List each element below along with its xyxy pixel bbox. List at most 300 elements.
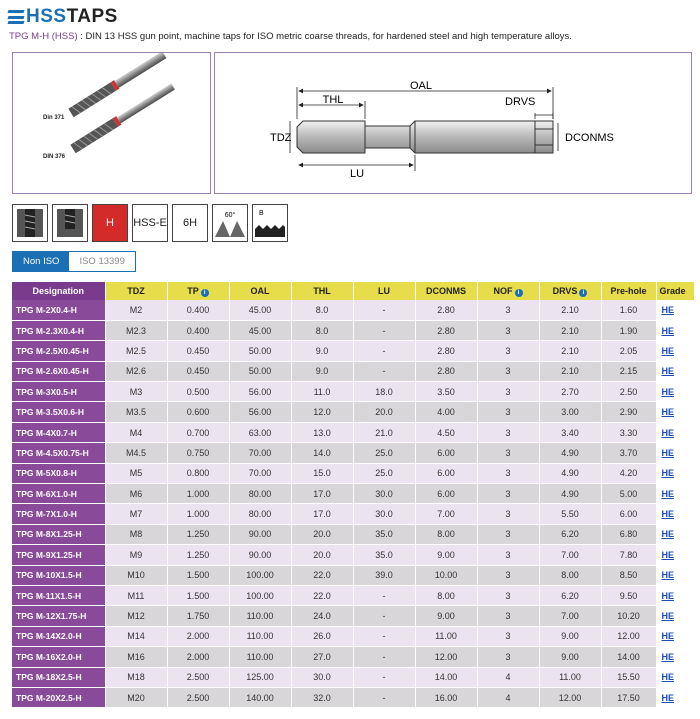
table-cell: 27.0 — [291, 647, 353, 667]
table-cell: M9 — [105, 545, 167, 565]
table-cell: 1.500 — [167, 585, 229, 605]
table-cell: 12.00 — [601, 626, 656, 646]
grade-link[interactable]: HE — [661, 488, 675, 499]
table-cell: 0.700 — [167, 422, 229, 442]
table-cell: - — [353, 320, 415, 340]
oal-label: OAL — [409, 80, 433, 92]
coating-icon — [252, 204, 288, 242]
table-cell: 6.00 — [415, 443, 477, 463]
designation-cell: TPG M-4.5X0.75-H — [12, 443, 105, 463]
designation-cell: TPG M-10X1.5-H — [12, 565, 105, 585]
info-icon[interactable]: i — [579, 289, 587, 297]
grade-link[interactable]: HE — [661, 345, 675, 356]
table-cell: 90.00 — [229, 524, 291, 544]
grade-cell — [656, 647, 694, 667]
table-cell: 6.00 — [415, 463, 477, 483]
table-cell: M5 — [105, 463, 167, 483]
thl-label: THL — [322, 94, 344, 106]
table-cell: 2.10 — [539, 320, 601, 340]
table-cell: 22.0 — [291, 585, 353, 605]
table-row — [12, 463, 694, 483]
table-cell: 0.450 — [167, 361, 229, 381]
table-cell: 7.00 — [415, 504, 477, 524]
table-cell: 3.30 — [601, 422, 656, 442]
table-cell: 30.0 — [353, 484, 415, 504]
table-cell: M11 — [105, 585, 167, 605]
designation-cell: TPG M-3X0.5-H — [12, 382, 105, 402]
table-cell: 3.70 — [601, 443, 656, 463]
table-cell: 2.000 — [167, 647, 229, 667]
table-cell: M8 — [105, 524, 167, 544]
grade-link[interactable]: HE — [661, 325, 675, 336]
table-cell: 3 — [477, 545, 539, 565]
table-row — [12, 484, 694, 504]
table-cell: 9.0 — [291, 361, 353, 381]
table-cell: - — [353, 585, 415, 605]
table-cell: 9.00 — [539, 626, 601, 646]
table-cell: 1.250 — [167, 524, 229, 544]
table-cell: 0.500 — [167, 382, 229, 402]
grade-link[interactable]: HE — [661, 692, 675, 703]
header-lu: LU — [353, 282, 415, 300]
table-cell: 8.50 — [601, 565, 656, 585]
hss-e-icon: HSS-E — [132, 204, 168, 242]
grade-cell — [656, 626, 694, 646]
grade-link[interactable]: HE — [661, 529, 675, 540]
table-row — [12, 341, 694, 361]
table-cell: 3 — [477, 504, 539, 524]
table-cell: M4.5 — [105, 443, 167, 463]
grade-cell — [656, 463, 694, 483]
table-cell: 3.00 — [539, 402, 601, 422]
product-description: : DIN 13 HSS gun point, machine taps for ISO metric coarse threads, for hardened steel and high temperature alloys. — [77, 31, 572, 42]
table-cell: - — [353, 667, 415, 687]
tolerance-icon: 6H — [172, 204, 208, 242]
table-row — [12, 585, 694, 605]
table-cell: 10.20 — [601, 606, 656, 626]
table-cell: M3.5 — [105, 402, 167, 422]
table-cell: 22.0 — [291, 565, 353, 585]
designation-cell: TPG M-2.3X0.4-H — [12, 320, 105, 340]
grade-link[interactable]: HE — [661, 651, 675, 662]
table-cell: 50.00 — [229, 361, 291, 381]
table-cell: - — [353, 606, 415, 626]
table-cell: 4.50 — [415, 422, 477, 442]
grade-cell — [656, 687, 694, 707]
table-header-row — [12, 282, 694, 300]
tool-image-panel — [12, 52, 211, 194]
table-cell: 10.00 — [415, 565, 477, 585]
table-cell: 30.0 — [291, 667, 353, 687]
table-cell: - — [353, 687, 415, 707]
table-cell: 3 — [477, 382, 539, 402]
designation-cell: TPG M-2.5X0.45-H — [12, 341, 105, 361]
table-cell: 32.0 — [291, 687, 353, 707]
table-cell: 45.00 — [229, 300, 291, 320]
table-cell: M2.6 — [105, 361, 167, 381]
table-cell: M2.3 — [105, 320, 167, 340]
table-cell: 21.0 — [353, 422, 415, 442]
thread-angle-icon — [212, 204, 248, 242]
table-cell: 8.00 — [415, 585, 477, 605]
table-cell: 14.00 — [415, 667, 477, 687]
table-cell: 2.80 — [415, 320, 477, 340]
dimension-diagram — [215, 53, 693, 195]
designation-cell: TPG M-2X0.4-H — [12, 300, 105, 320]
table-cell: 4.90 — [539, 484, 601, 504]
grade-cell — [656, 320, 694, 340]
table-cell: M2.5 — [105, 341, 167, 361]
table-cell: 1.750 — [167, 606, 229, 626]
table-cell: M3 — [105, 382, 167, 402]
table-cell: 110.00 — [229, 647, 291, 667]
table-row — [12, 647, 694, 667]
header-drvs: DRVS i — [539, 282, 601, 300]
din376-label: DIN 376 — [43, 154, 66, 160]
table-cell: 17.0 — [291, 504, 353, 524]
table-cell: 6.20 — [539, 585, 601, 605]
table-cell: - — [353, 647, 415, 667]
header-dconms: DCONMS — [415, 282, 477, 300]
table-cell: 8.0 — [291, 320, 353, 340]
table-cell: 7.00 — [539, 606, 601, 626]
table-cell: 8.00 — [539, 565, 601, 585]
table-cell: 24.0 — [291, 606, 353, 626]
table-row — [12, 504, 694, 524]
property-icons — [12, 204, 288, 242]
table-cell: 3.40 — [539, 422, 601, 442]
info-icon[interactable]: i — [201, 289, 209, 297]
grade-cell — [656, 361, 694, 381]
table-cell: - — [353, 626, 415, 646]
designation-cell: TPG M-12X1.75-H — [12, 606, 105, 626]
table-cell: 3 — [477, 341, 539, 361]
table-cell: 12.00 — [415, 647, 477, 667]
table-cell: 17.50 — [601, 687, 656, 707]
table-cell: 50.00 — [229, 341, 291, 361]
designation-cell: TPG M-16X2.0-H — [12, 647, 105, 667]
table-cell: 3 — [477, 606, 539, 626]
table-cell: 1.250 — [167, 545, 229, 565]
table-cell: 12.00 — [539, 687, 601, 707]
grade-cell — [656, 504, 694, 524]
table-cell: 6.80 — [601, 524, 656, 544]
table-cell: 17.0 — [291, 484, 353, 504]
table-cell: 0.600 — [167, 402, 229, 422]
table-row — [12, 402, 694, 422]
table-cell: 63.00 — [229, 422, 291, 442]
grade-cell — [656, 667, 694, 687]
table-row — [12, 565, 694, 585]
table-cell: 3 — [477, 422, 539, 442]
product-subtitle — [9, 31, 572, 42]
designation-cell: TPG M-8X1.25-H — [12, 524, 105, 544]
table-cell: 2.10 — [539, 361, 601, 381]
table-cell: 3 — [477, 463, 539, 483]
tap-tools-image — [13, 53, 212, 195]
table-cell: 5.50 — [539, 504, 601, 524]
svg-text:B: B — [259, 210, 264, 217]
table-cell: 2.80 — [415, 341, 477, 361]
table-cell: 6.00 — [415, 484, 477, 504]
table-cell: M20 — [105, 687, 167, 707]
table-row — [12, 524, 694, 544]
table-row — [12, 667, 694, 687]
tab-non-iso[interactable]: Non ISO — [13, 252, 69, 271]
table-cell: 3 — [477, 647, 539, 667]
table-cell: 2.10 — [539, 300, 601, 320]
table-cell: 3 — [477, 626, 539, 646]
table-cell: 9.00 — [415, 545, 477, 565]
grade-cell — [656, 606, 694, 626]
header-oal: OAL — [229, 282, 291, 300]
table-cell: 0.400 — [167, 320, 229, 340]
table-cell: 20.0 — [291, 524, 353, 544]
header-thl: THL — [291, 282, 353, 300]
table-row — [12, 545, 694, 565]
product-table — [12, 282, 695, 708]
material-group-icon: H — [92, 204, 128, 242]
din371-label: Din 371 — [43, 115, 65, 121]
table-cell: M10 — [105, 565, 167, 585]
grade-cell — [656, 382, 694, 402]
table-cell: 4.00 — [415, 402, 477, 422]
table-cell: 9.00 — [539, 647, 601, 667]
table-cell: 100.00 — [229, 565, 291, 585]
tab-iso-13399[interactable]: ISO 13399 — [69, 252, 134, 271]
grade-cell — [656, 585, 694, 605]
table-cell: 70.00 — [229, 443, 291, 463]
table-cell: 12.0 — [291, 402, 353, 422]
table-cell: M12 — [105, 606, 167, 626]
table-cell: 8.0 — [291, 300, 353, 320]
table-cell: M2 — [105, 300, 167, 320]
table-cell: 39.0 — [353, 565, 415, 585]
table-cell: 18.0 — [353, 382, 415, 402]
table-cell: 110.00 — [229, 606, 291, 626]
table-cell: 3 — [477, 443, 539, 463]
table-cell: 3 — [477, 565, 539, 585]
table-cell: 3 — [477, 585, 539, 605]
tdz-label: TDZ — [270, 132, 292, 144]
grade-link[interactable]: HE — [661, 549, 675, 560]
table-row — [12, 687, 694, 707]
grade-cell — [656, 422, 694, 442]
table-cell: M6 — [105, 484, 167, 504]
table-cell: 2.80 — [415, 361, 477, 381]
header-tp: TP i — [167, 282, 229, 300]
table-cell: 3 — [477, 484, 539, 504]
table-cell: 35.0 — [353, 545, 415, 565]
table-cell: 2.500 — [167, 667, 229, 687]
table-cell: 3 — [477, 524, 539, 544]
header-designation: Designation — [12, 282, 105, 300]
header-grade: Grade — [656, 282, 694, 300]
table-cell: 45.00 — [229, 320, 291, 340]
grade-cell — [656, 300, 694, 320]
grade-link[interactable]: HE — [661, 366, 675, 377]
table-cell: 1.60 — [601, 300, 656, 320]
table-cell: 20.0 — [353, 402, 415, 422]
table-cell: 7.00 — [539, 545, 601, 565]
table-cell: M4 — [105, 422, 167, 442]
brand-logo — [8, 6, 118, 28]
table-cell: 56.00 — [229, 402, 291, 422]
table-cell: 4.90 — [539, 443, 601, 463]
header-prehole: Pre-hole — [601, 282, 656, 300]
table-cell: 4.20 — [601, 463, 656, 483]
table-cell: 9.0 — [291, 341, 353, 361]
svg-text:60°: 60° — [224, 212, 236, 219]
table-cell: 6.00 — [601, 504, 656, 524]
table-cell: 3 — [477, 402, 539, 422]
info-icon[interactable]: i — [515, 289, 523, 297]
grade-cell — [656, 341, 694, 361]
table-cell: 2.50 — [601, 382, 656, 402]
grade-cell — [656, 443, 694, 463]
grade-link[interactable]: HE — [661, 427, 675, 438]
table-cell: 15.0 — [291, 463, 353, 483]
designation-cell: TPG M-20X2.5-H — [12, 687, 105, 707]
table-cell: 110.00 — [229, 626, 291, 646]
table-cell: 3.50 — [415, 382, 477, 402]
table-cell: 1.500 — [167, 565, 229, 585]
designation-cell: TPG M-4X0.7-H — [12, 422, 105, 442]
table-cell: 26.0 — [291, 626, 353, 646]
grade-link[interactable]: HE — [661, 570, 675, 581]
table-cell: 9.50 — [601, 585, 656, 605]
logo-mark-icon — [8, 8, 24, 26]
table-cell: 0.800 — [167, 463, 229, 483]
table-row — [12, 382, 694, 402]
grade-link[interactable]: HE — [661, 407, 675, 418]
standard-tabs — [12, 251, 136, 272]
table-cell: 125.00 — [229, 667, 291, 687]
table-cell: 3 — [477, 320, 539, 340]
grade-link[interactable]: HE — [661, 590, 675, 601]
header-nof: NOF i — [477, 282, 539, 300]
table-cell: 80.00 — [229, 504, 291, 524]
table-row — [12, 320, 694, 340]
table-cell: 0.450 — [167, 341, 229, 361]
designation-cell: TPG M-2.6X0.45-H — [12, 361, 105, 381]
table-cell: 20.0 — [291, 545, 353, 565]
table-cell: 140.00 — [229, 687, 291, 707]
table-cell: - — [353, 341, 415, 361]
table-cell: 14.00 — [601, 647, 656, 667]
table-cell: 80.00 — [229, 484, 291, 504]
product-code: TPG M-H (HSS) — [9, 31, 78, 42]
brand-name: HSSTAPS — [26, 6, 118, 27]
designation-cell: TPG M-9X1.25-H — [12, 545, 105, 565]
grade-link[interactable]: HE — [661, 611, 675, 622]
grade-cell — [656, 545, 694, 565]
table-cell: 6.20 — [539, 524, 601, 544]
table-row — [12, 422, 694, 442]
table-cell: 100.00 — [229, 585, 291, 605]
table-row — [12, 361, 694, 381]
table-row — [12, 300, 694, 320]
table-cell: - — [353, 361, 415, 381]
table-cell: 13.0 — [291, 422, 353, 442]
table-cell: M7 — [105, 504, 167, 524]
table-cell: 9.00 — [415, 606, 477, 626]
table-cell: 35.0 — [353, 524, 415, 544]
header-tdz: TDZ — [105, 282, 167, 300]
table-cell: 25.0 — [353, 443, 415, 463]
table-cell: 2.10 — [539, 341, 601, 361]
designation-cell: TPG M-18X2.5-H — [12, 667, 105, 687]
table-row — [12, 443, 694, 463]
table-cell: 11.0 — [291, 382, 353, 402]
table-cell: 70.00 — [229, 463, 291, 483]
table-row — [12, 606, 694, 626]
grade-link[interactable]: HE — [661, 447, 675, 458]
grade-link[interactable]: HE — [661, 509, 675, 520]
table-cell: M16 — [105, 647, 167, 667]
table-cell: M14 — [105, 626, 167, 646]
table-cell: M18 — [105, 667, 167, 687]
grade-link[interactable]: HE — [661, 631, 675, 642]
grade-link[interactable]: HE — [661, 468, 675, 479]
designation-cell: TPG M-6X1.0-H — [12, 484, 105, 504]
dimension-diagram-panel — [214, 52, 692, 194]
grade-link[interactable]: HE — [661, 386, 675, 397]
table-cell: 90.00 — [229, 545, 291, 565]
table-cell: 2.500 — [167, 687, 229, 707]
designation-cell: TPG M-3.5X0.6-H — [12, 402, 105, 422]
table-row — [12, 626, 694, 646]
blind-hole-icon — [52, 204, 88, 242]
table-cell: 14.0 — [291, 443, 353, 463]
dconms-label: DCONMS — [565, 132, 614, 144]
designation-cell: TPG M-14X2.0-H — [12, 626, 105, 646]
table-cell: 1.90 — [601, 320, 656, 340]
through-hole-icon — [12, 204, 48, 242]
table-cell: 3 — [477, 361, 539, 381]
table-cell: 2.05 — [601, 341, 656, 361]
lu-label: LU — [349, 168, 365, 180]
table-cell: 2.80 — [415, 300, 477, 320]
table-cell: 3 — [477, 300, 539, 320]
table-cell: 56.00 — [229, 382, 291, 402]
table-cell: 0.750 — [167, 443, 229, 463]
table-cell: 4 — [477, 687, 539, 707]
table-cell: 0.400 — [167, 300, 229, 320]
table-cell: 16.00 — [415, 687, 477, 707]
designation-cell: TPG M-11X1.5-H — [12, 585, 105, 605]
table-cell: - — [353, 300, 415, 320]
grade-cell — [656, 484, 694, 504]
table-cell: 5.00 — [601, 484, 656, 504]
table-cell: 2.000 — [167, 626, 229, 646]
table-cell: 1.000 — [167, 484, 229, 504]
grade-link[interactable]: HE — [661, 672, 675, 683]
table-cell: 4 — [477, 667, 539, 687]
designation-cell: TPG M-7X1.0-H — [12, 504, 105, 524]
table-cell: 1.000 — [167, 504, 229, 524]
table-cell: 11.00 — [539, 667, 601, 687]
table-cell: 2.15 — [601, 361, 656, 381]
table-cell: 8.00 — [415, 524, 477, 544]
grade-cell — [656, 565, 694, 585]
table-cell: 7.80 — [601, 545, 656, 565]
table-cell: 2.70 — [539, 382, 601, 402]
designation-cell: TPG M-5X0.8-H — [12, 463, 105, 483]
table-cell: 4.90 — [539, 463, 601, 483]
grade-link[interactable]: HE — [661, 304, 675, 315]
table-cell: 30.0 — [353, 504, 415, 524]
